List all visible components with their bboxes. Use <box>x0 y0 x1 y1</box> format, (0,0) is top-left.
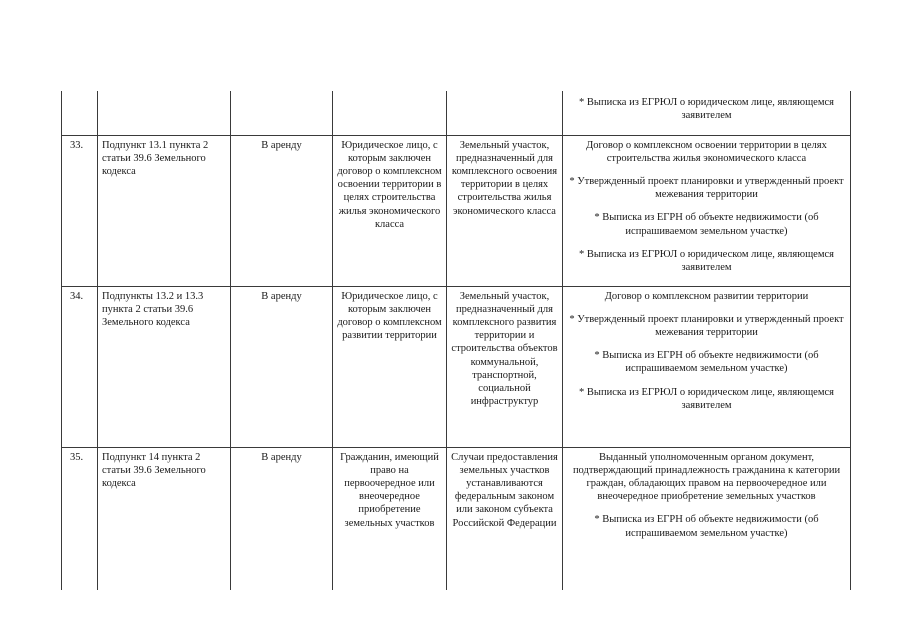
document-item: * Утвержденный проект планировки и утвержденный проект межевания территории <box>569 175 844 201</box>
cell-number: 33. <box>62 135 98 286</box>
document-item: Договор о комплексном развитии территории <box>604 290 809 302</box>
cell-applicant <box>333 91 447 135</box>
document-item: * Выписка из ЕГРЮЛ о юридическом лице, являющемся заявителем <box>579 248 834 273</box>
document-item: * Выписка из ЕГРЮЛ о юридическом лице, являющемся заявителем <box>579 97 834 122</box>
document-item: * Выписка из ЕГРН об объекте недвижимости (об испрашиваемом земельном участке) <box>594 350 819 375</box>
cell-documents <box>563 91 851 135</box>
cell-applicant: Юридическое лицо, с которым заключен договор о комплексном освоении территории в целях строительства жилья экономического класса <box>333 135 447 286</box>
document-item: * Утвержденный проект планировки и утвержденный проект межевания территории <box>569 313 844 338</box>
cell-basis: Подпункты 13.2 и 13.3 пункта 2 статьи 39.6 Земельного кодекса <box>98 286 231 447</box>
cell-documents <box>563 286 851 447</box>
cell-basis: Подпункт 13.1 пункта 2 статьи 39.6 Земельного кодекса <box>98 135 231 286</box>
cell-purpose: Земельный участок, предназначенный для комплексного развития территории и строительства объектов коммунальной, транспортной, социальной инфраструктур <box>447 286 563 447</box>
cell-purpose: Случаи предоставления земельных участков устанавливаются федеральным законом или законом субъекта Российской Федерации <box>447 447 563 590</box>
cell-documents <box>563 447 851 590</box>
cell-basis: Подпункт 14 пункта 2 статьи 39.6 Земельного кодекса <box>98 447 231 590</box>
table-row <box>62 286 851 447</box>
document-item: * Выписка из ЕГРН об объекте недвижимости (об испрашиваемом земельном участке) <box>594 212 819 237</box>
document-item: * Выписка из ЕГРН об объекте недвижимости (об испрашиваемом земельном участке) <box>594 514 819 539</box>
cell-applicant: Юридическое лицо, с которым заключен договор о комплексном развитии территории <box>333 286 447 447</box>
table-row <box>62 135 851 286</box>
cell-basis <box>98 91 231 135</box>
cell-applicant: Гражданин, имеющий право на первоочередное или внеочередное приобретение земельных участков <box>333 447 447 590</box>
cell-type: В аренду <box>231 286 333 447</box>
cell-purpose: Земельный участок, предназначенный для комплексного освоения территории в целях строительства жилья экономического класса <box>447 135 563 286</box>
cell-type: В аренду <box>231 447 333 590</box>
cell-number <box>62 91 98 135</box>
document-item: Договор о комплексном освоении территории в целях строительства жилья экономического класса <box>586 139 827 164</box>
land-provision-table <box>61 91 851 590</box>
cell-number: 35. <box>62 447 98 590</box>
cell-type <box>231 91 333 135</box>
cell-number: 34. <box>62 286 98 447</box>
table-row <box>62 447 851 590</box>
table-row-continued <box>62 91 851 135</box>
document-item: * Выписка из ЕГРЮЛ о юридическом лице, являющемся заявителем <box>579 386 834 411</box>
cell-type: В аренду <box>231 135 333 286</box>
cell-documents <box>563 135 851 286</box>
document-item: Выданный уполномоченным органом документ, подтверждающий принадлежность гражданина к категории граждан, обладающих правом на первоочередное или внеочередное приобретение земельных участков <box>572 451 841 503</box>
cell-purpose <box>447 91 563 135</box>
